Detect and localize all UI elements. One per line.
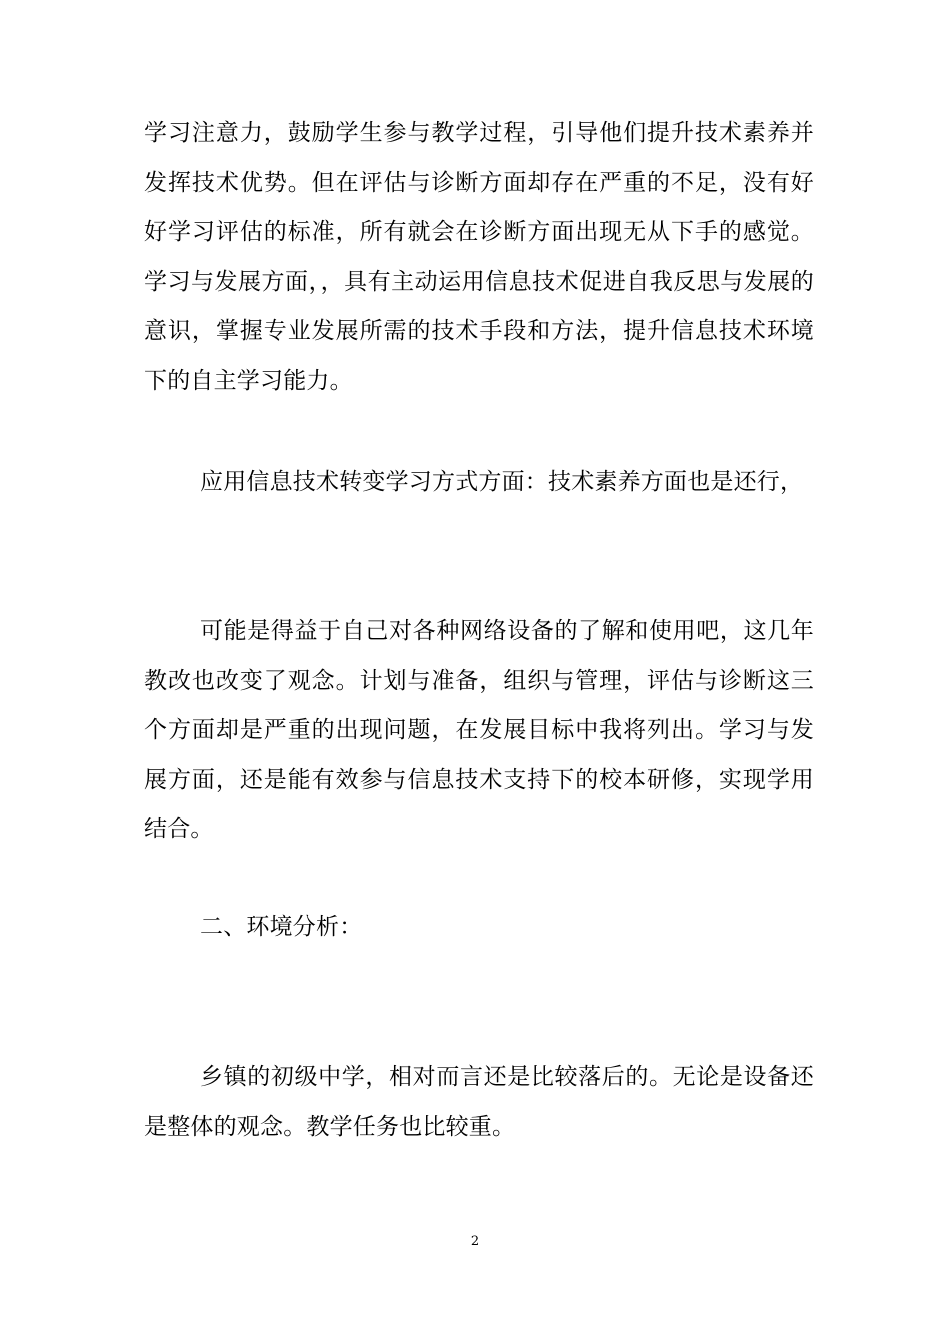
paragraph-self-assessment-continued: 学习注意力，鼓励学生参与教学过程，引导他们提升技术素养并发挥技术优势。但在评估与诊断方面却存在严重的不足，没有好好学习评估的标准，所有就会在诊断方面出现无从下手的感觉。学习与发展方面，，具有主动运用信息技术促进自我反思与发展的意识，掌握专业发展所需的技术手段和方法，提升信息技术环境下的自主学习能力。 — [144, 120, 814, 394]
section-heading-environment-analysis: 二、环境分析： — [200, 914, 363, 940]
page-number: 2 — [470, 1234, 480, 1249]
paragraph-rural-school: 乡镇的初级中学，相对而言还是比较落后的。无论是设备还是整体的观念。教学任务也比较重。 — [144, 1064, 814, 1140]
paragraph-network-devices: 可能是得益于自己对各种网络设备的了解和使用吧，这几年教改也改变了观念。计划与准备，组织与管理，评估与诊断这三个方面却是严重的出现问题，在发展目标中我将列出。学习与发展方面，还是能有效参与信息技术支持下的校本研修，实现学用结合。 — [144, 618, 814, 842]
paragraph-learning-method: 应用信息技术转变学习方式方面：技术素养方面也是还行， — [200, 469, 804, 495]
